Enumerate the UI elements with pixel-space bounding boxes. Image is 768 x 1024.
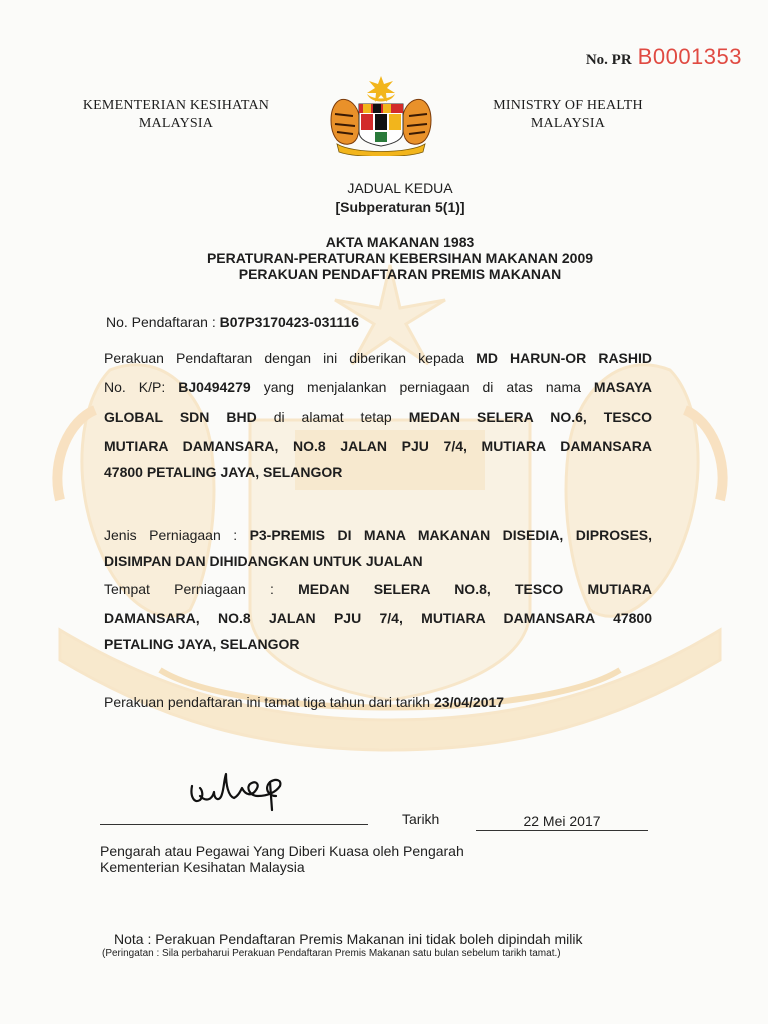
signature-line bbox=[100, 824, 368, 825]
subregulation-reference: [Subperaturan 5(1)] bbox=[335, 199, 465, 215]
expiry-line bbox=[104, 694, 504, 710]
business-place-line-1 bbox=[104, 581, 652, 597]
business-phrase: yang menjalankan perniagaan di atas nama bbox=[263, 379, 581, 395]
officer-title-line1: Pengarah atau Pegawai Yang Diberi Kuasa oleh Pengarah bbox=[100, 843, 464, 859]
signature-date: 22 Mei 2017 bbox=[523, 813, 601, 829]
grant-line-2 bbox=[104, 379, 652, 395]
ministry-english-line2: MALAYSIA bbox=[530, 116, 606, 131]
holder-name: MD HARUN-OR RASHID bbox=[476, 350, 653, 366]
act-heading bbox=[110, 234, 690, 282]
renewal-reminder: (Peringatan : Sila perbaharui Perakuan Pendaftaran Premis Makanan satu bulan sebelum tarikh tamat.) bbox=[102, 948, 561, 959]
grant-line-3 bbox=[104, 409, 652, 425]
ministry-english-line1: MINISTRY OF HEALTH bbox=[493, 98, 643, 113]
business-type-value-1: P3-PREMIS DI MANA MAKANAN DISEDIA, DIPROSES, bbox=[249, 527, 653, 543]
expiry-text: Perakuan pendaftaran ini tamat tiga tahun dari tarikh bbox=[104, 694, 431, 710]
regulation-name: PERATURAN-PERATURAN KEBERSIHAN MAKANAN 2009 bbox=[206, 250, 594, 266]
signature-image bbox=[186, 766, 290, 814]
id-number: BJ0494279 bbox=[178, 379, 251, 395]
ministry-name-english bbox=[466, 97, 670, 133]
act-name: AKTA MAKANAN 1983 bbox=[325, 234, 475, 250]
address-line-3: 47800 PETALING JAYA, SELANGOR bbox=[104, 464, 343, 480]
ministry-malay-line1: KEMENTERIAN KESIHATAN bbox=[82, 98, 270, 113]
business-place-label: Tempat Perniagaan : bbox=[104, 581, 274, 597]
officer-title-line2: Kementerian Kesihatan Malaysia bbox=[100, 859, 305, 875]
ministry-name-malay bbox=[60, 97, 292, 133]
address-phrase: di alamat tetap bbox=[273, 409, 392, 425]
business-type-label: Jenis Perniagaan : bbox=[104, 527, 238, 543]
address-part1: MEDAN SELERA NO.6, TESCO bbox=[408, 409, 653, 425]
ministry-malay-line2: MALAYSIA bbox=[138, 116, 214, 131]
id-label: No. K/P: bbox=[104, 379, 166, 395]
certificate-name: PERAKUAN PENDAFTARAN PREMIS MAKANAN bbox=[238, 266, 562, 282]
expiry-date: 23/04/2017 bbox=[434, 694, 505, 710]
schedule-title: JADUAL KEDUA bbox=[347, 180, 453, 196]
date-label: Tarikh bbox=[402, 811, 440, 827]
coat-of-arms-icon bbox=[323, 74, 439, 156]
business-type-value-2: DISIMPAN DAN DIHIDANGKAN UNTUK JUALAN bbox=[104, 553, 423, 569]
serial-prefix: No. PR bbox=[585, 52, 632, 68]
company-name-part1: MASAYA bbox=[593, 379, 653, 395]
company-name-part2: GLOBAL SDN BHD bbox=[104, 409, 257, 425]
serial-value: B0001353 bbox=[637, 44, 742, 69]
business-type-line-1 bbox=[104, 527, 652, 543]
grant-line-1 bbox=[104, 350, 652, 366]
business-place-value-1: MEDAN SELERA NO.8, TESCO MUTIARA bbox=[298, 581, 652, 597]
transfer-note: Nota : Perakuan Pendaftaran Premis Makanan ini tidak boleh dipindah milik bbox=[114, 931, 583, 947]
address-line-2: MUTIARA DAMANSARA, NO.8 JALAN PJU 7/4, MUTIARA DAMANSARA bbox=[104, 438, 652, 454]
grant-intro: Perakuan Pendaftaran dengan ini diberikan kepada bbox=[104, 350, 465, 366]
date-line bbox=[476, 830, 648, 831]
registration-line bbox=[106, 314, 359, 330]
registration-number: B07P3170423-031116 bbox=[219, 314, 359, 330]
serial-number bbox=[586, 44, 742, 70]
business-place-value-2: DAMANSARA, NO.8 JALAN PJU 7/4, MUTIARA DAMANSARA 47800 bbox=[104, 610, 652, 626]
business-place-value-3: PETALING JAYA, SELANGOR bbox=[104, 636, 300, 652]
registration-label: No. Pendaftaran : bbox=[106, 314, 216, 330]
